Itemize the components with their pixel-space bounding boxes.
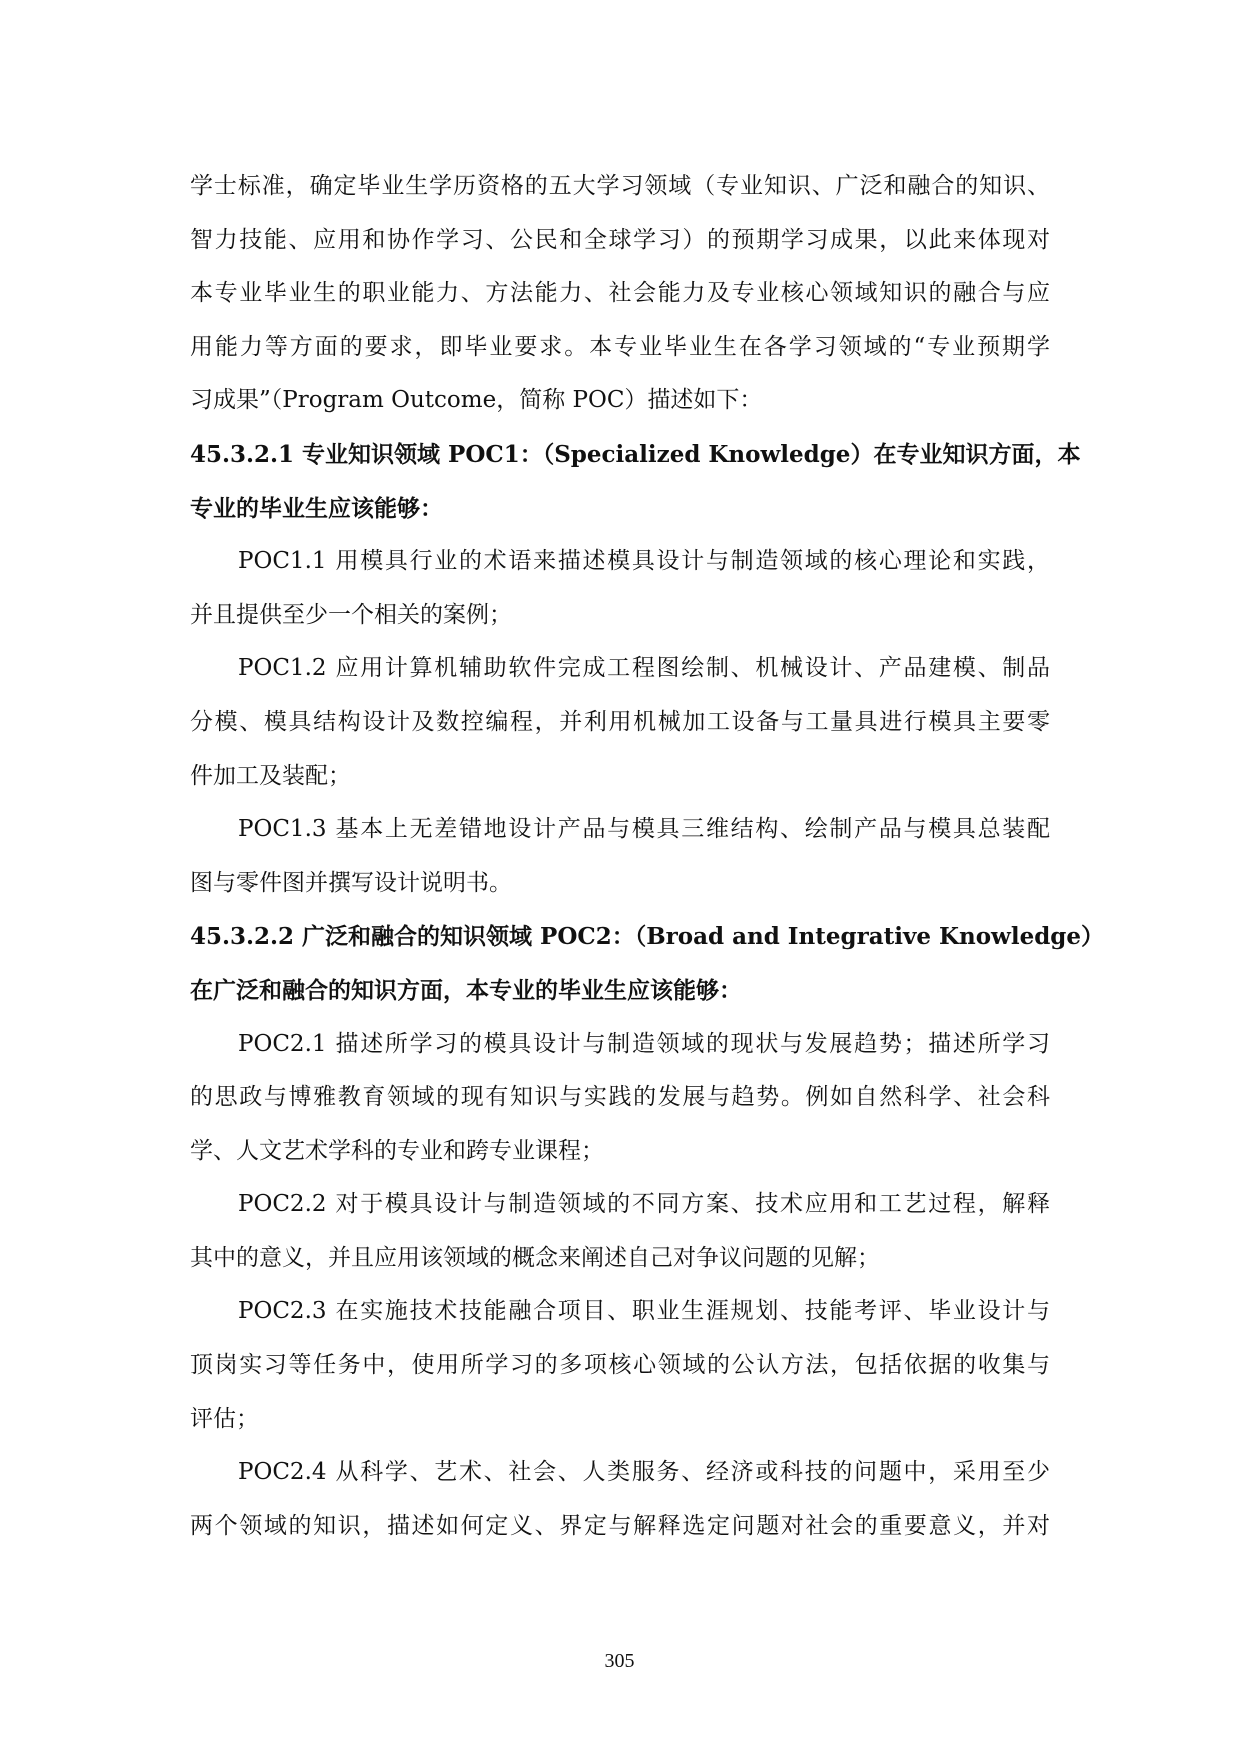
text-line: POC1.3 基本上无差错地设计产品与模具三维结构、绘制产品与模具总装配 xyxy=(238,816,1050,843)
text-line: POC1.1 用模具行业的术语来描述模具设计与制造领域的核心理论和实践， xyxy=(238,548,1050,575)
text-line: 件加工及装配； xyxy=(190,762,351,789)
text-line: 智力技能、应用和协作学习、公民和全球学习）的预期学习成果，以此来体现对 xyxy=(190,226,1050,253)
text-line: 习成果”（Program Outcome，简称 POC）描述如下： xyxy=(190,387,763,414)
text-line: POC2.1 描述所学习的模具设计与制造领域的现状与发展趋势；描述所学习 xyxy=(238,1030,1050,1057)
text-line: POC2.2 对于模具设计与制造领域的不同方案、技术应用和工艺过程，解释 xyxy=(238,1191,1050,1218)
poc1-2-paragraph xyxy=(190,642,1050,803)
intro-paragraph xyxy=(190,160,1050,428)
poc2-1-paragraph xyxy=(190,1018,1050,1179)
heading-line: 45.3.2.1 专业知识领域 POC1：（Specialized Knowledge）在专业知识方面，本 xyxy=(190,440,1081,468)
text-line: 评估； xyxy=(190,1405,259,1432)
text-line: 图与零件图并撰写设计说明书。 xyxy=(190,869,512,896)
section-heading-poc2 xyxy=(190,910,1105,1017)
page-number: 305 xyxy=(604,1650,635,1672)
heading-line: 45.3.2.2 广泛和融合的知识领域 POC2：（Broad and Integrative Knowledge） xyxy=(190,923,1105,951)
poc2-4-paragraph xyxy=(190,1446,1050,1553)
text-line: 本专业毕业生的职业能力、方法能力、社会能力及专业核心领域知识的融合与应 xyxy=(190,280,1050,307)
text-line: POC1.2 应用计算机辅助软件完成工程图绘制、机械设计、产品建模、制品 xyxy=(238,655,1050,682)
text-line: 两个领域的知识，描述如何定义、界定与解释选定问题对社会的重要意义，并对 xyxy=(190,1512,1050,1539)
poc1-1-paragraph xyxy=(190,535,1050,642)
text-line: 顶岗实习等任务中，使用所学习的多项核心领域的公认方法，包括依据的收集与 xyxy=(190,1352,1050,1379)
text-line: 的思政与博雅教育领域的现有知识与实践的发展与趋势。例如自然科学、社会科 xyxy=(190,1084,1050,1111)
document-body xyxy=(190,160,1105,1553)
text-line: 其中的意义，并且应用该领域的概念来阐述自己对争议问题的见解； xyxy=(190,1244,880,1271)
text-line: POC2.4 从科学、艺术、社会、人类服务、经济或科技的问题中，采用至少 xyxy=(238,1459,1050,1486)
poc2-2-paragraph xyxy=(190,1178,1050,1285)
text-line: 用能力等方面的要求，即毕业要求。本专业毕业生在各学习领域的“专业预期学 xyxy=(190,333,1050,360)
heading-line: 专业的毕业生应该能够： xyxy=(190,494,443,522)
poc2-3-paragraph xyxy=(190,1285,1050,1446)
poc1-3-paragraph xyxy=(190,803,1050,910)
heading-line: 在广泛和融合的知识方面，本专业的毕业生应该能够： xyxy=(190,976,742,1004)
text-line: 学士标准，确定毕业生学历资格的五大学习领域（专业知识、广泛和融合的知识、 xyxy=(190,173,1050,199)
text-line: 分模、模具结构设计及数控编程，并利用机械加工设备与工量具进行模具主要零 xyxy=(190,708,1050,735)
text-line: 学、人文艺术学科的专业和跨专业课程； xyxy=(190,1137,604,1164)
text-line: 并且提供至少一个相关的案例； xyxy=(190,601,512,628)
section-heading-poc1 xyxy=(190,428,1081,535)
text-line: POC2.3 在实施技术技能融合项目、职业生涯规划、技能考评、毕业设计与 xyxy=(238,1298,1050,1325)
